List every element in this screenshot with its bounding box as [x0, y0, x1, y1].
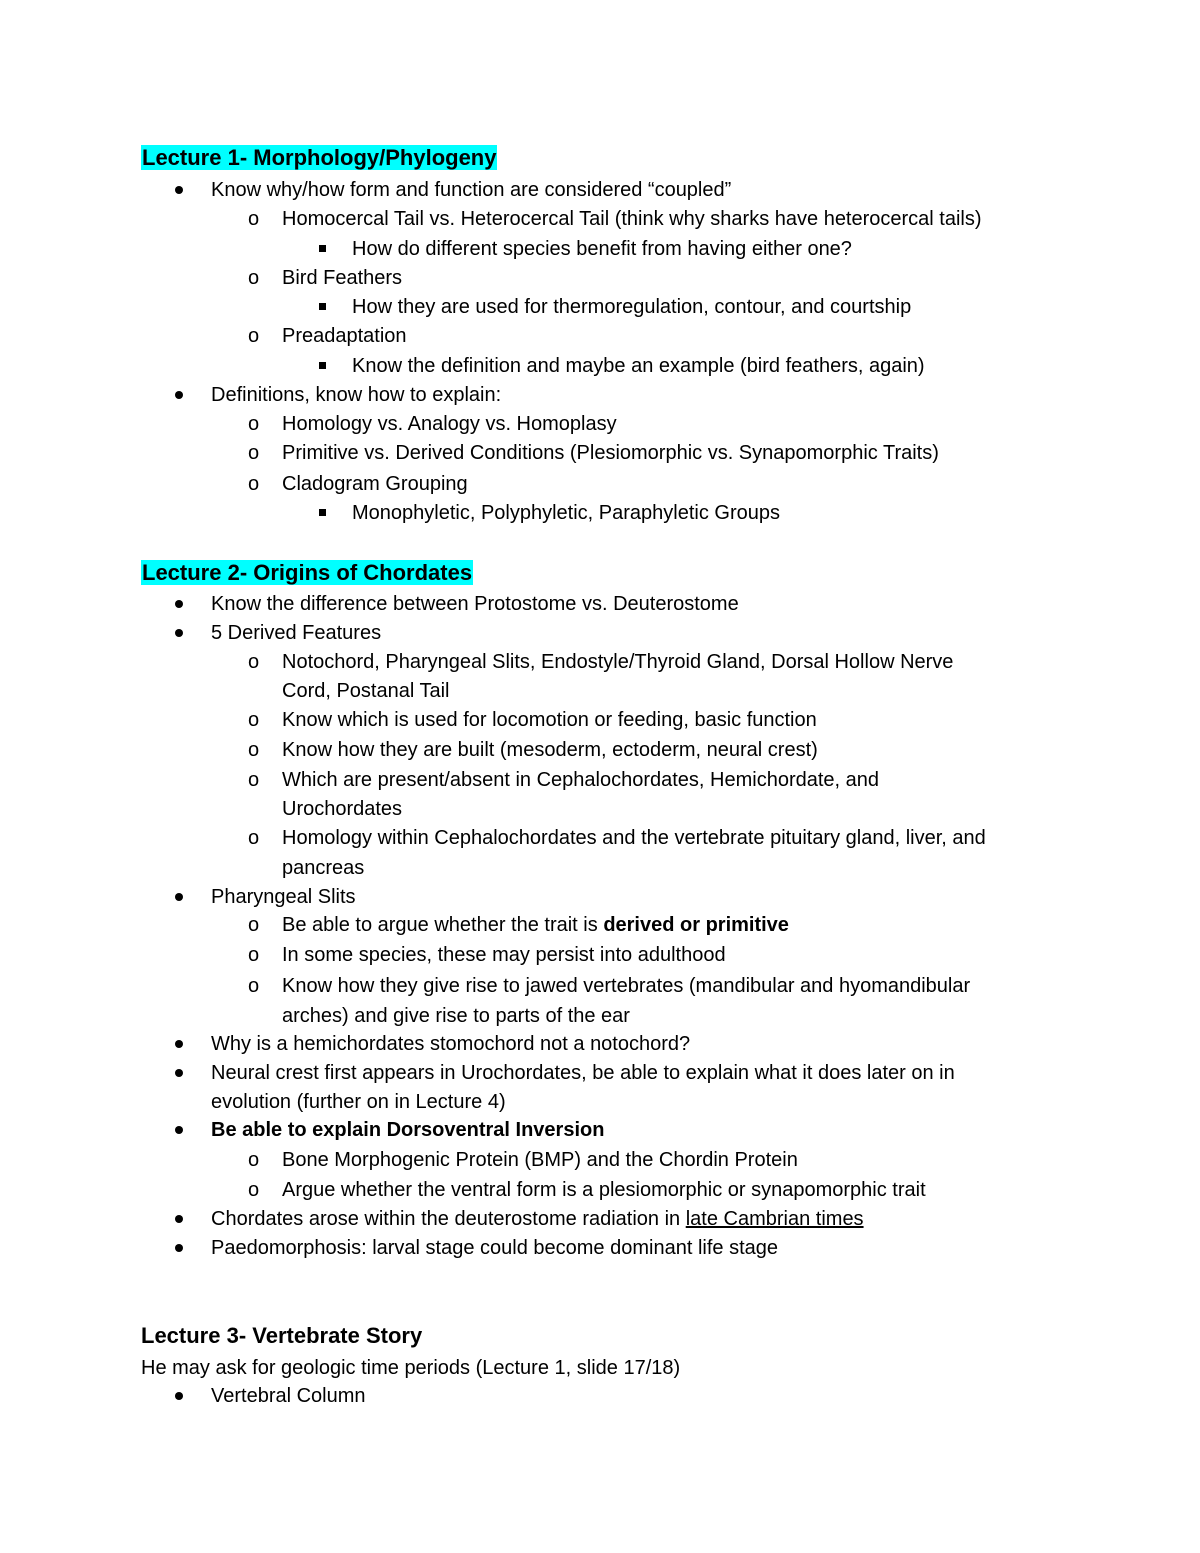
square-bullet-icon	[319, 509, 326, 516]
lecture2-heading: Lecture 2- Origins of Chordates	[142, 560, 473, 585]
list-item: o Be able to argue whether the trait is derived or primitive	[248, 914, 789, 936]
list-item-continuation: Urochordates	[282, 798, 403, 820]
bullet-disc-icon	[175, 1392, 183, 1400]
circle-o-icon: o	[248, 769, 260, 791]
square-bullet-icon	[319, 303, 326, 310]
list-item-continuation: Cord, Postanal Tail	[282, 680, 450, 702]
bullet-disc-icon	[175, 391, 183, 399]
circle-o-icon: o	[248, 914, 260, 936]
list-item: o Know which is used for locomotion or feeding, basic function	[248, 709, 817, 731]
list-item: Why is a hemichordates stomochord not a notochord?	[211, 1031, 690, 1057]
list-item-continuation: evolution (further on in Lecture 4)	[211, 1091, 506, 1113]
bullet-disc-icon	[175, 893, 183, 901]
circle-o-icon: o	[248, 267, 260, 289]
list-item: o Know how they give rise to jawed vertebrates (mandibular and hyomandibular	[248, 975, 971, 997]
list-item: How they are used for thermoregulation, contour, and courtship	[352, 294, 911, 320]
list-item: o Cladogram Grouping	[248, 473, 468, 495]
square-bullet-icon	[319, 362, 326, 369]
circle-o-icon: o	[248, 827, 260, 849]
circle-o-icon: o	[248, 709, 260, 731]
list-item: Know the difference between Protostome vs. Deuterostome	[211, 591, 739, 617]
list-item: Vertebral Column	[211, 1383, 366, 1409]
bullet-disc-icon	[175, 1215, 183, 1223]
list-item: o Homology vs. Analogy vs. Homoplasy	[248, 413, 617, 435]
bullet-disc-icon	[175, 1126, 183, 1134]
list-item: Chordates arose within the deuterostome radiation in late Cambrian times	[211, 1206, 864, 1232]
lecture3-heading: Lecture 3- Vertebrate Story	[141, 1323, 423, 1348]
list-item: o Preadaptation	[248, 325, 407, 347]
list-item: o Homology within Cephalochordates and the vertebrate pituitary gland, liver, and	[248, 827, 986, 849]
list-item: Definitions, know how to explain:	[211, 382, 501, 408]
circle-o-icon: o	[248, 413, 260, 435]
circle-o-icon: o	[248, 473, 260, 495]
circle-o-icon: o	[248, 975, 260, 997]
list-item: Monophyletic, Polyphyletic, Paraphyletic Groups	[352, 500, 780, 526]
list-item: Know the definition and maybe an example (bird feathers, again)	[352, 353, 925, 379]
circle-o-icon: o	[248, 1179, 260, 1201]
list-item-continuation: pancreas	[282, 857, 365, 879]
circle-o-icon: o	[248, 208, 260, 230]
lecture1-heading: Lecture 1- Morphology/Phylogeny	[142, 145, 497, 170]
list-item: o Notochord, Pharyngeal Slits, Endostyle/Thyroid Gland, Dorsal Hollow Nerve	[248, 651, 954, 673]
list-item: Pharyngeal Slits	[211, 884, 356, 910]
circle-o-icon: o	[248, 442, 260, 464]
square-bullet-icon	[319, 245, 326, 252]
bullet-disc-icon	[175, 1069, 183, 1077]
list-item: o Know how they are built (mesoderm, ectoderm, neural crest)	[248, 739, 818, 761]
bullet-disc-icon	[175, 1040, 183, 1048]
list-item: Be able to explain Dorsoventral Inversion	[211, 1117, 604, 1143]
list-item: o In some species, these may persist into adulthood	[248, 944, 726, 966]
list-item: How do different species benefit from having either one?	[352, 236, 852, 262]
circle-o-icon: o	[248, 739, 260, 761]
list-item: Paedomorphosis: larval stage could become dominant life stage	[211, 1235, 778, 1261]
bullet-disc-icon	[175, 600, 183, 608]
list-item: o Which are present/absent in Cephalochordates, Hemichordate, and	[248, 769, 880, 791]
circle-o-icon: o	[248, 944, 260, 966]
list-item: o Homocercal Tail vs. Heterocercal Tail (think why sharks have heterocercal tails)	[248, 208, 982, 230]
list-item: o Primitive vs. Derived Conditions (Plesiomorphic vs. Synapomorphic Traits)	[248, 442, 939, 464]
bullet-disc-icon	[175, 186, 183, 194]
list-item: 5 Derived Features	[211, 620, 381, 646]
circle-o-icon: o	[248, 325, 260, 347]
list-item: Know why/how form and function are considered “coupled”	[211, 177, 731, 203]
circle-o-icon: o	[248, 1149, 260, 1171]
list-item-continuation: arches) and give rise to parts of the ear	[282, 1005, 630, 1027]
lecture3-intro: He may ask for geologic time periods (Lecture 1, slide 17/18)	[141, 1357, 681, 1379]
list-item: o Bone Morphogenic Protein (BMP) and the Chordin Protein	[248, 1149, 798, 1171]
bullet-disc-icon	[175, 629, 183, 637]
list-item: o Argue whether the ventral form is a plesiomorphic or synapomorphic trait	[248, 1179, 926, 1201]
list-item: Neural crest first appears in Urochordates, be able to explain what it does later on in	[211, 1060, 955, 1086]
circle-o-icon: o	[248, 651, 260, 673]
bullet-disc-icon	[175, 1244, 183, 1252]
list-item: o Bird Feathers	[248, 267, 403, 289]
